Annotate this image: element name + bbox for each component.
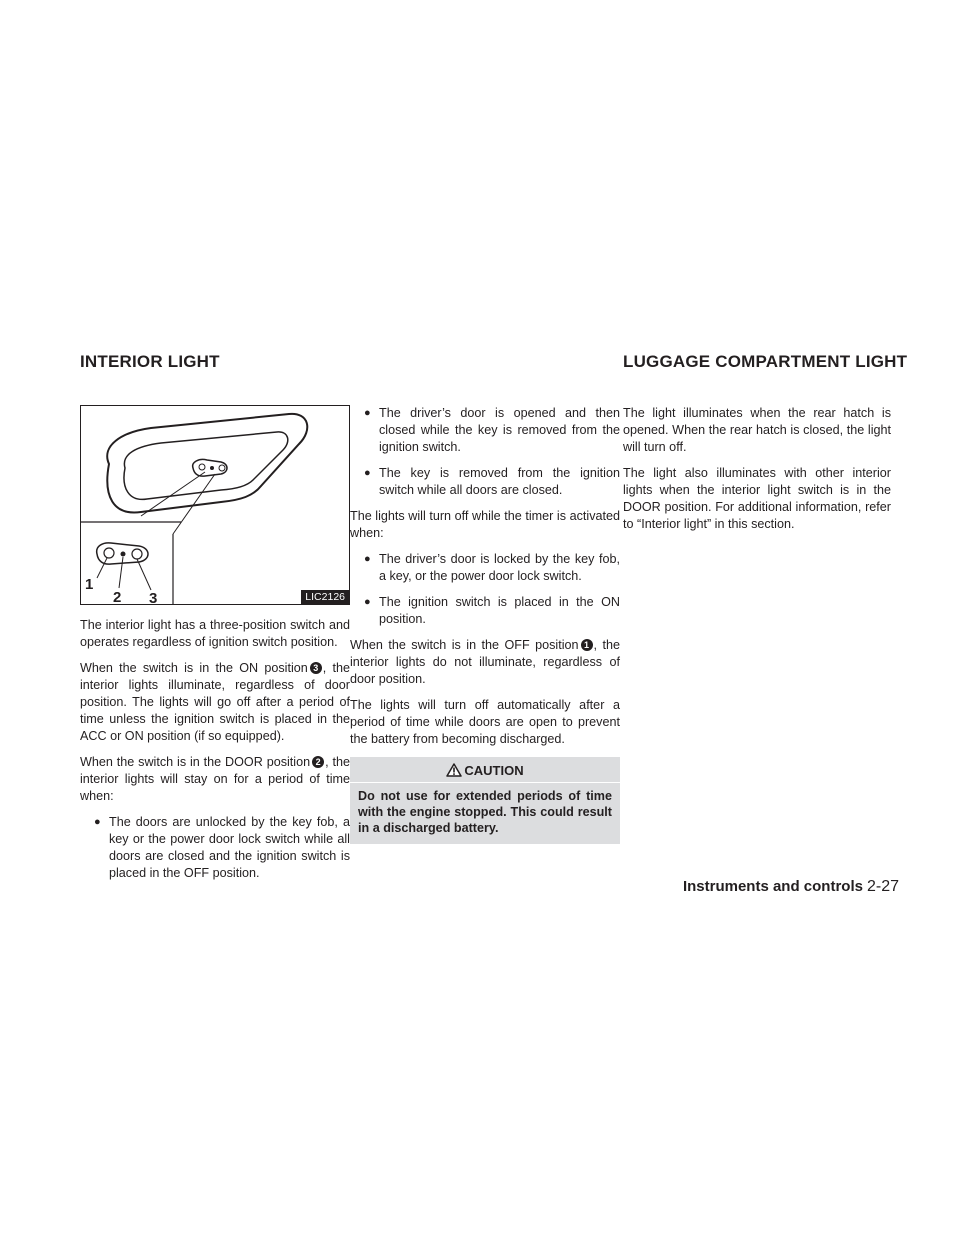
callout-2: 2 [113, 589, 122, 604]
caution-title: CAUTION [464, 763, 524, 778]
list-item: ● The driver’s door is locked by the key fob, a key, or the power door lock switch. [364, 552, 620, 583]
interior-light-illustration [80, 405, 350, 605]
paragraph: When the switch is in the ON position 3 , the interior lights illuminate, regardless of door position. The lights will go off after a period of time unless the ignition switch is placed in the ACC or ON position (if so equipped). [80, 661, 350, 743]
paragraph: The interior light has a three-position switch and operates regardless of ignition switch position. [80, 618, 350, 649]
bullet-icon: ● [94, 816, 101, 828]
paragraph: When the switch is in the DOOR position 2 , the interior lights will stay on for a period of time when: [80, 755, 350, 803]
paragraph: The light also illuminates with other interior lights when the interior light switch is in the DOOR position. For additional information, refer to “Interior light” in this section. [623, 466, 891, 531]
list-item: ● The driver’s door is opened and then closed while the key is removed from the ignition switch. [364, 406, 620, 454]
bullet-icon: ● [364, 596, 371, 608]
callout-1: 1 [85, 576, 94, 593]
map-light-diagram [81, 406, 349, 604]
bullet-icon: ● [364, 407, 371, 419]
paragraph: The lights will turn off while the timer is activated when: [350, 509, 620, 540]
caution-text: Do not use for extended periods of time with the engine stopped. This could result in a discharged battery. [358, 789, 612, 835]
figure-id-label: LIC2126 [301, 590, 349, 604]
heading-luggage-compartment-light: LUGGAGE COMPARTMENT LIGHT [623, 352, 908, 371]
warning-triangle-icon [446, 763, 462, 777]
right-column [623, 405, 891, 542]
caution-header [350, 757, 620, 783]
caution-box [350, 757, 620, 844]
section-name: Instruments and controls [682, 878, 863, 895]
list-item: ● The doors are unlocked by the key fob, a key or the power door lock switch while all doors are closed and the ignition switch is placed in the OFF position. [94, 815, 350, 880]
list-item: ● The ignition switch is placed in the ON position. [364, 595, 620, 626]
left-column [80, 405, 350, 891]
list-item: ● The key is removed from the ignition switch while all doors are closed. [364, 466, 620, 497]
middle-column [350, 405, 620, 844]
paragraph: The lights will turn off automatically after a period of time while doors are open to prevent the battery from becoming discharged. [350, 698, 620, 746]
callout-3: 3 [149, 590, 158, 604]
page-footer [683, 878, 899, 896]
heading-interior-light: INTERIOR LIGHT [80, 352, 220, 371]
page-number: 2-27 [866, 878, 899, 895]
paragraph: The light illuminates when the rear hatch is opened. When the rear hatch is closed, the light will turn off. [623, 406, 891, 454]
callout-marker: 1 [581, 639, 593, 651]
paragraph: When the switch is in the OFF position 1 , the interior lights do not illuminate, regardless of door position. [350, 638, 620, 686]
bullet-icon: ● [364, 467, 371, 479]
callout-marker: 3 [310, 662, 322, 674]
bullet-icon: ● [364, 553, 371, 565]
callout-marker: 2 [312, 756, 324, 768]
